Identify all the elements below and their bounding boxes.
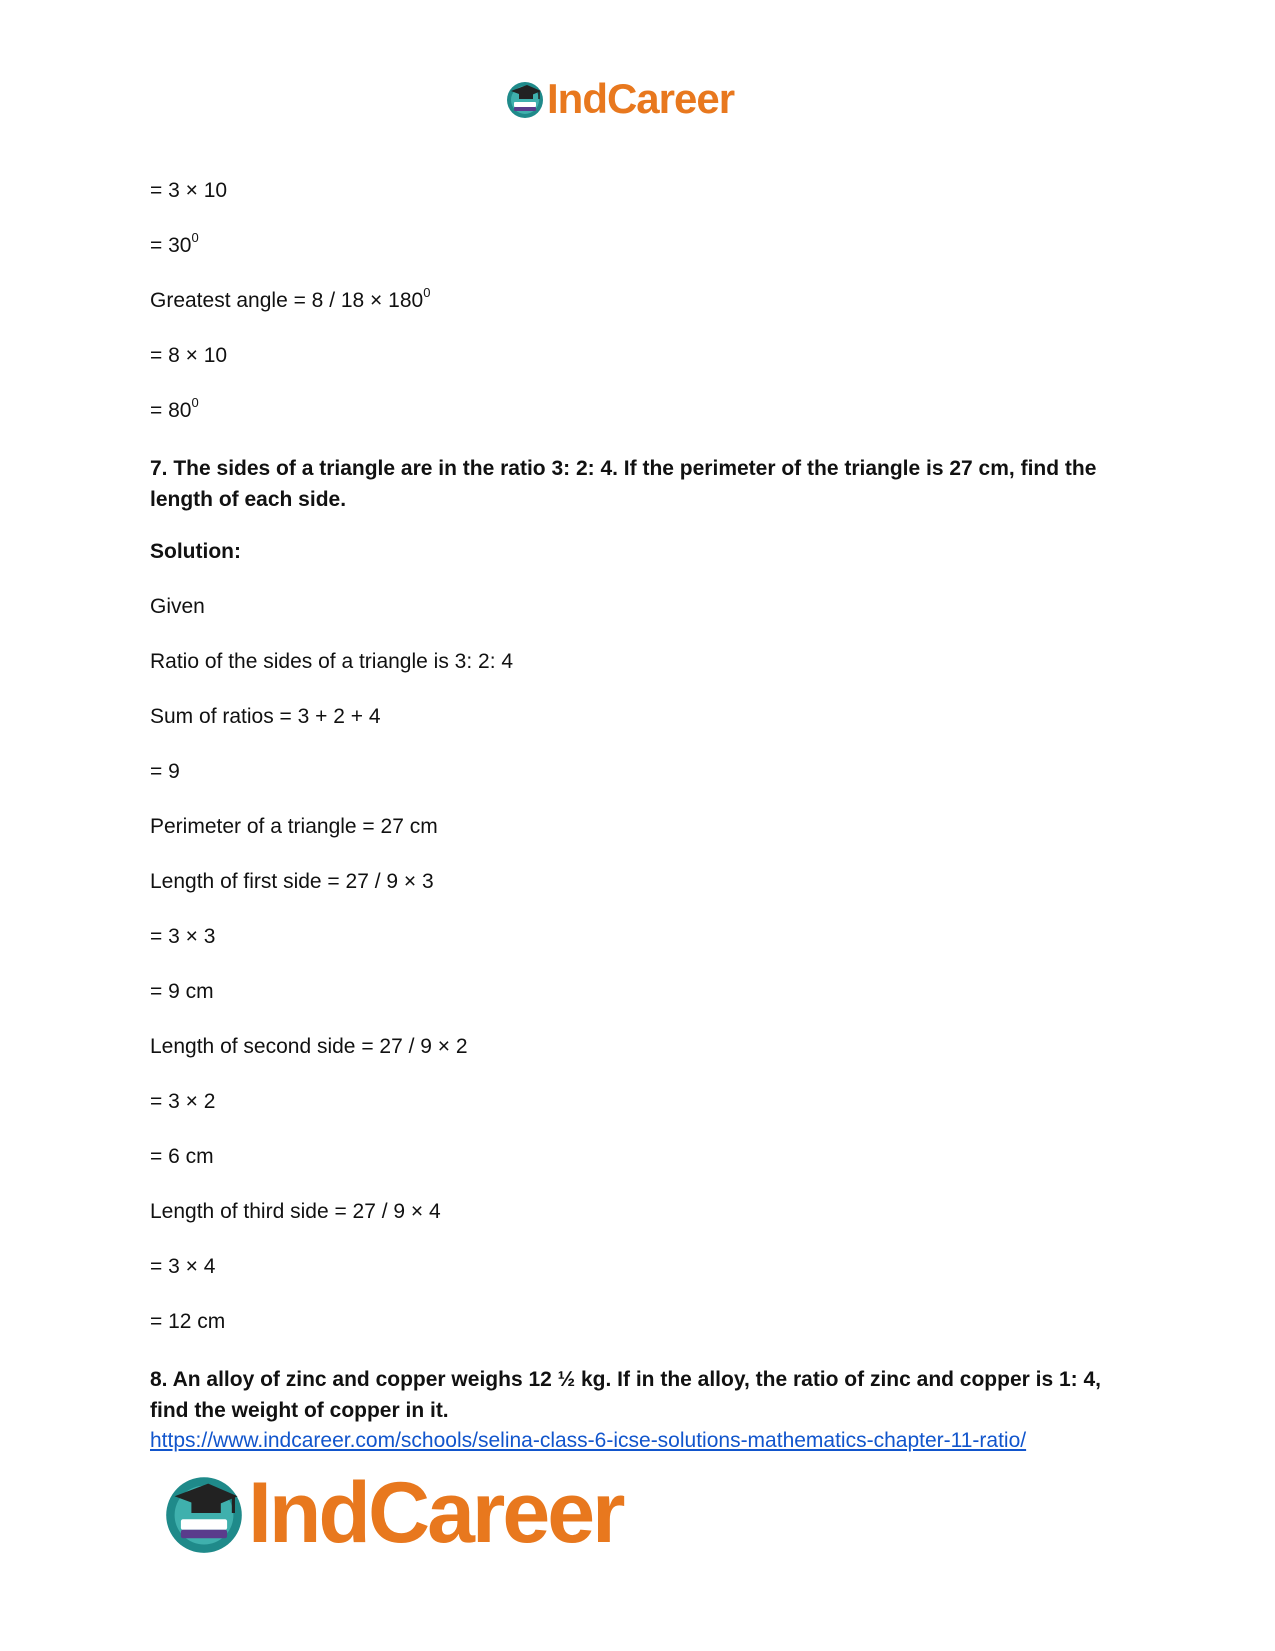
equation-line: Greatest angle = $8 / 18 \times 180^0$ xyxy=(150,285,431,312)
solution-line: Ratio of the sides of a triangle is 3: 2: 4 xyxy=(150,650,514,673)
solution-line: = 3 × 2 xyxy=(150,1090,216,1113)
question-7: 7. The sides of a triangle are in the ratio 3: 2: 4. If the perimeter of the triangle is 27 cm, find the length of each side. xyxy=(150,457,1097,511)
equation-line: = $80^0$ xyxy=(150,395,199,422)
solution-line: = 3 × 4 xyxy=(150,1255,216,1278)
solution-line: = 3 × 3 xyxy=(150,925,216,948)
solution-line: = 12 cm xyxy=(150,1310,226,1333)
equation-line: = 8 × 10 xyxy=(150,344,228,367)
solution-line: = 6 cm xyxy=(150,1145,214,1168)
graduation-cap-books-icon xyxy=(505,79,545,119)
solution-line: Sum of ratios = 3 + 2 + 4 xyxy=(150,705,381,728)
footer-logo xyxy=(162,1465,623,1561)
solution-line: = 9 xyxy=(150,760,180,783)
source-link[interactable]: https://www.indcareer.com/schools/selina-class-6-icse-solutions-mathematics-chapter-11-ratio/ xyxy=(150,1429,1027,1452)
graduation-cap-books-icon xyxy=(162,1471,246,1555)
logo-text: IndCareer xyxy=(248,1465,623,1561)
solution-line: Given xyxy=(150,595,205,618)
solution-line: Length of third side = 27 / 9 × 4 xyxy=(150,1200,441,1223)
question-8: 8. An alloy of zinc and copper weighs 12 ½ kg. If in the alloy, the ratio of zinc and copper is 1: 4, find the weight of copper in it. xyxy=(150,1368,1102,1422)
equation-line: = $30^0$ xyxy=(150,230,199,257)
solution-line: Length of first side = 27 / 9 × 3 xyxy=(150,870,434,893)
header-logo xyxy=(505,75,735,122)
solution-label: Solution: xyxy=(150,540,241,563)
equation-line: = 3 × 10 xyxy=(150,179,228,202)
document-body xyxy=(150,178,1130,1454)
solution-line: = 9 cm xyxy=(150,980,214,1003)
solution-line: Length of second side = 27 / 9 × 2 xyxy=(150,1035,468,1058)
logo-text: IndCareer xyxy=(547,75,735,122)
solution-line: Perimeter of a triangle = 27 cm xyxy=(150,815,438,838)
